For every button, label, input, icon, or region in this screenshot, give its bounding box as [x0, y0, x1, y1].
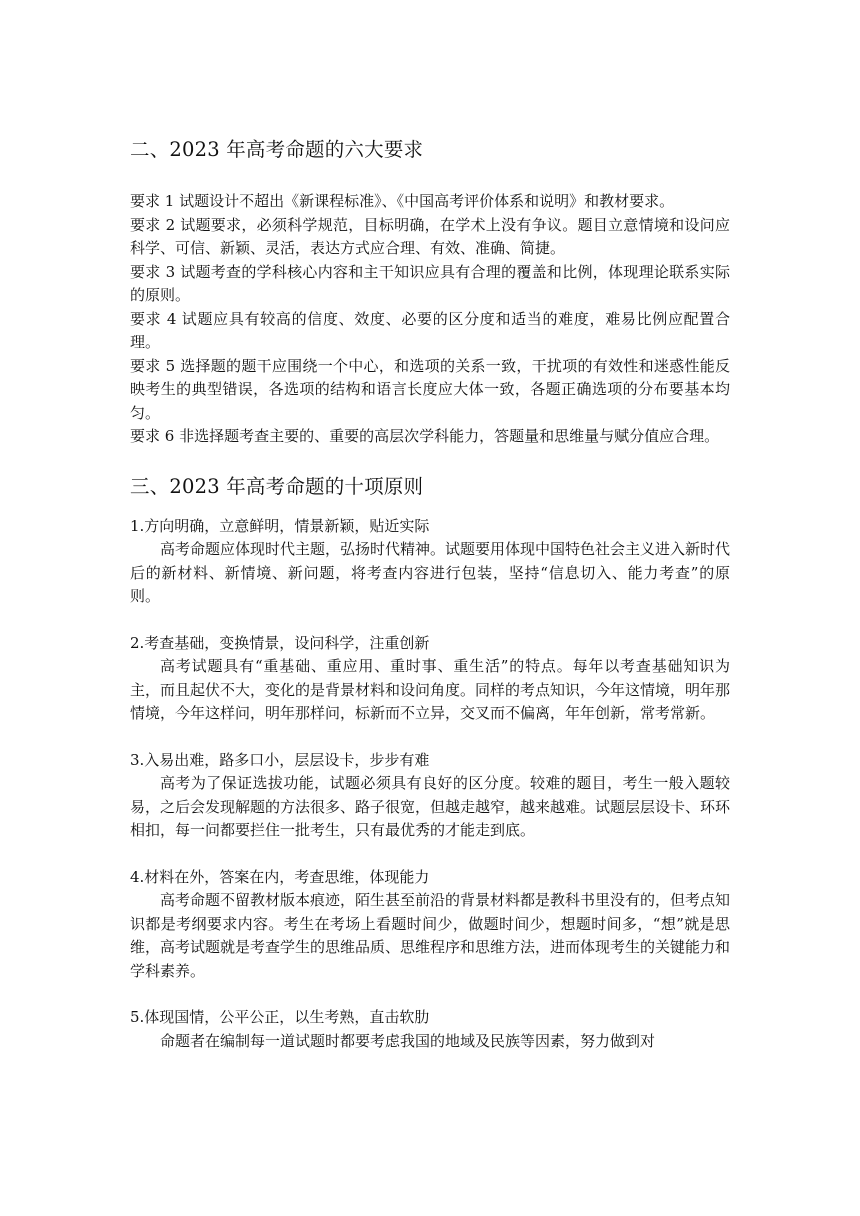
principle-item — [130, 632, 730, 726]
requirement-item: 要求 4 试题应具有较高的信度、效度、必要的区分度和适当的难度，难易比例应配置合理。 — [130, 309, 730, 351]
requirement-item: 要求 1 试题设计不超出《新课程标准》、《中国高考评价体系和说明》和教材要求。 — [130, 192, 675, 210]
principle-item — [130, 749, 730, 843]
principle-heading: 5.体现国情，公平公正，以生考熟，直击软肋 — [130, 1008, 430, 1026]
requirement-item: 要求 6 非选择题考查主要的、重要的高层次学科能力，答题量和思维量与赋分值应合理。 — [130, 427, 720, 445]
principle-heading: 4.材料在外，答案在内，考查思维，体现能力 — [130, 867, 430, 886]
principle-heading: 3.入易出难，路多口小，层层设卡，步步有难 — [130, 750, 430, 769]
principle-heading: 2.考查基础，变换情景，设问科学，注重创新 — [130, 633, 430, 652]
principle-body: 命题者在编制每一道试题时都要考虑我国的地域及民族等因素，努力做到对 — [160, 1031, 656, 1050]
principle-body: 高考试题具有“重基础、重应用、重时事、重生活”的特点。每年以考查基础知识为主，而且起伏不大，变化的是背景材料和设问角度。同样的考点知识，今年这情境，明年那情境，今年这样问，明年那样问，标新而不立异，交叉而不偏离，年年创新，常考常新。 — [130, 657, 731, 722]
document-page — [130, 132, 730, 1076]
principle-heading: 1.方向明确，立意鲜明，情景新颖，贴近实际 — [130, 516, 430, 535]
principle-body: 高考命题应体现时代主题，弘扬时代精神。试题要用体现中国特色社会主义进入新时代后的新材料、新情境、新问题，将考查内容进行包装，坚持“信息切入、能力考查”的原则。 — [130, 540, 731, 605]
requirement-item: 要求 3 试题考查的学科核心内容和主干知识应具有合理的覆盖和比例，体现理论联系实际的原则。 — [130, 262, 730, 304]
principles-list — [130, 515, 730, 1054]
principle-body: 高考命题不留教材版本痕迹，陌生甚至前沿的背景材料都是教科书里没有的，但考点知识都是考纲要求内容。考生在考场上看题时间少，做题时间少，想题时间多，“想”就是思维，高考试题就是考查学生的思维品质、思维程序和思维方法，进而体现考生的关键能力和学科素养。 — [130, 891, 731, 980]
principle-item — [130, 866, 730, 984]
requirements-list — [130, 190, 730, 449]
principle-item — [130, 1006, 730, 1053]
section-title-principles: 三、2023 年高考命题的十项原则 — [130, 474, 424, 498]
principle-item — [130, 515, 730, 609]
requirement-item: 要求 5 选择题的题干应围绕一个中心，和选项的关系一致，干扰项的有效性和迷惑性能反映考生的典型错误，各选项的结构和语言长度应大体一致，各题正确选项的分布要基本均匀。 — [130, 356, 730, 422]
section-title-requirements: 二、2023 年高考命题的六大要求 — [130, 138, 424, 161]
requirement-item: 要求 2 试题要求，必须科学规范，目标明确，在学术上没有争议。题目立意情境和设问应科学、可信、新颖、灵活，表达方式应合理、有效、准确、简捷。 — [130, 215, 730, 257]
principle-body: 高考为了保证选拔功能，试题必须具有良好的区分度。较难的题目，考生一般入题较易，之后会发现解题的方法很多、路子很宽，但越走越窄，越来越难。试题层层设卡、环环相扣，每一问都要拦住一批考生，只有最优秀的才能走到底。 — [130, 774, 731, 839]
